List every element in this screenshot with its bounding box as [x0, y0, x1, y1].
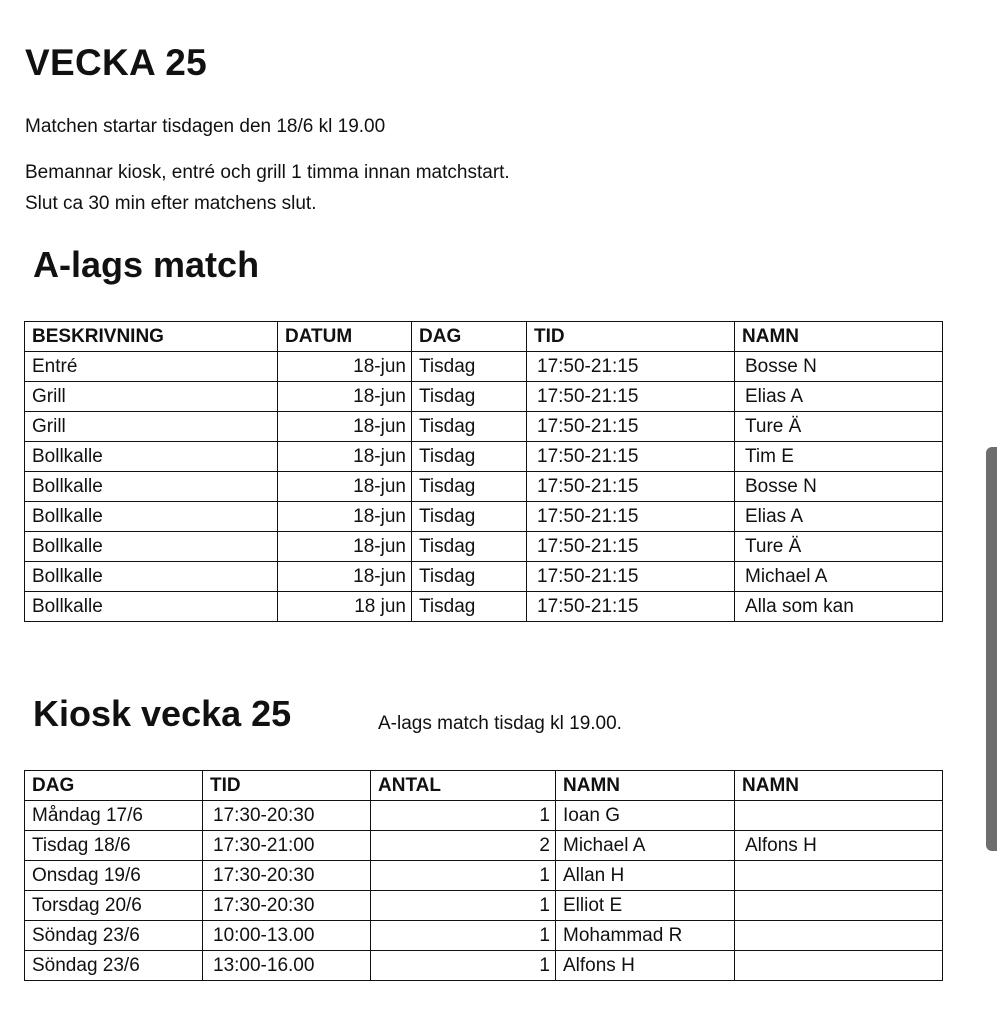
col-header-namn-2: NAMN [735, 771, 943, 801]
cell-namn-2 [735, 951, 943, 981]
cell-namn-2 [735, 891, 943, 921]
cell-namn: Bosse N [735, 352, 943, 382]
cell-dag: Tisdag [412, 382, 527, 412]
cell-namn: Tim E [735, 442, 943, 472]
cell-tid: 17:50-21:15 [527, 592, 735, 622]
cell-namn: Ioan G [556, 801, 735, 831]
cell-antal: 1 [371, 951, 556, 981]
cell-tid: 17:50-21:15 [527, 382, 735, 412]
table-row [25, 442, 943, 472]
cell-beskrivning: Bollkalle [25, 502, 278, 532]
cell-antal: 1 [371, 921, 556, 951]
table-row [25, 472, 943, 502]
cell-dag: Tisdag [412, 532, 527, 562]
table-header-row [25, 322, 943, 352]
cell-tid: 13:00-16.00 [203, 951, 371, 981]
table-row [25, 592, 943, 622]
cell-datum: 18-jun [278, 472, 412, 502]
cell-namn: Ture Ä [735, 532, 943, 562]
cell-namn: Bosse N [735, 472, 943, 502]
a-match-title: A-lags match [33, 244, 260, 285]
table-row [25, 502, 943, 532]
cell-dag: Söndag 23/6 [25, 921, 203, 951]
cell-tid: 17:30-21:00 [203, 831, 371, 861]
table-row [25, 562, 943, 592]
cell-namn: Michael A [735, 562, 943, 592]
table-row [25, 801, 943, 831]
cell-beskrivning: Bollkalle [25, 532, 278, 562]
staffing-info-line-2: Slut ca 30 min efter matchens slut. [25, 193, 317, 214]
cell-datum: 18-jun [278, 532, 412, 562]
cell-datum: 18-jun [278, 502, 412, 532]
cell-dag: Tisdag [412, 442, 527, 472]
cell-namn-2 [735, 921, 943, 951]
cell-tid: 17:50-21:15 [527, 502, 735, 532]
page-title: VECKA 25 [25, 42, 207, 83]
cell-tid: 17:50-21:15 [527, 472, 735, 502]
cell-tid: 17:30-20:30 [203, 801, 371, 831]
a-match-table [24, 321, 943, 622]
cell-datum: 18-jun [278, 352, 412, 382]
cell-namn: Allan H [556, 861, 735, 891]
cell-namn: Alfons H [556, 951, 735, 981]
cell-beskrivning: Grill [25, 412, 278, 442]
cell-tid: 17:30-20:30 [203, 861, 371, 891]
kiosk-note: A-lags match tisdag kl 19.00. [378, 713, 622, 734]
table-row [25, 382, 943, 412]
cell-dag: Tisdag [412, 412, 527, 442]
col-header-beskrivning: BESKRIVNING [25, 322, 278, 352]
table-row [25, 951, 943, 981]
cell-namn: Elias A [735, 502, 943, 532]
table-row [25, 891, 943, 921]
table-row [25, 921, 943, 951]
kiosk-title: Kiosk vecka 25 [33, 693, 292, 734]
cell-namn-2 [735, 801, 943, 831]
col-header-dag: DAG [412, 322, 527, 352]
col-header-dag: DAG [25, 771, 203, 801]
cell-namn: Elliot E [556, 891, 735, 921]
cell-datum: 18 jun [278, 592, 412, 622]
col-header-tid: TID [527, 322, 735, 352]
cell-datum: 18-jun [278, 412, 412, 442]
table-row [25, 861, 943, 891]
table-row [25, 831, 943, 861]
cell-antal: 1 [371, 891, 556, 921]
cell-namn: Elias A [735, 382, 943, 412]
cell-dag: Söndag 23/6 [25, 951, 203, 981]
cell-tid: 17:50-21:15 [527, 562, 735, 592]
cell-namn-2: Alfons H [735, 831, 943, 861]
cell-beskrivning: Bollkalle [25, 442, 278, 472]
cell-antal: 2 [371, 831, 556, 861]
table-header-row [25, 771, 943, 801]
cell-antal: 1 [371, 861, 556, 891]
table-row [25, 412, 943, 442]
table-row [25, 352, 943, 382]
table-row [25, 532, 943, 562]
cell-tid: 17:50-21:15 [527, 412, 735, 442]
cell-datum: 18-jun [278, 382, 412, 412]
cell-beskrivning: Bollkalle [25, 562, 278, 592]
cell-tid: 10:00-13.00 [203, 921, 371, 951]
col-header-datum: DATUM [278, 322, 412, 352]
cell-dag: Tisdag [412, 352, 527, 382]
cell-namn: Mohammad R [556, 921, 735, 951]
col-header-namn: NAMN [556, 771, 735, 801]
cell-beskrivning: Grill [25, 382, 278, 412]
col-header-namn: NAMN [735, 322, 943, 352]
cell-beskrivning: Entré [25, 352, 278, 382]
cell-tid: 17:50-21:15 [527, 532, 735, 562]
cell-dag: Torsdag 20/6 [25, 891, 203, 921]
cell-dag: Tisdag [412, 502, 527, 532]
cell-datum: 18-jun [278, 442, 412, 472]
cell-namn: Michael A [556, 831, 735, 861]
cell-dag: Onsdag 19/6 [25, 861, 203, 891]
cell-datum: 18-jun [278, 562, 412, 592]
cell-antal: 1 [371, 801, 556, 831]
cell-dag: Måndag 17/6 [25, 801, 203, 831]
col-header-tid: TID [203, 771, 371, 801]
cell-dag: Tisdag [412, 562, 527, 592]
cell-dag: Tisdag [412, 592, 527, 622]
cell-namn-2 [735, 861, 943, 891]
col-header-antal: ANTAL [371, 771, 556, 801]
cell-beskrivning: Bollkalle [25, 592, 278, 622]
cell-namn: Ture Ä [735, 412, 943, 442]
cell-beskrivning: Bollkalle [25, 472, 278, 502]
match-start-info: Matchen startar tisdagen den 18/6 kl 19.00 [25, 116, 386, 137]
staffing-info-line-1: Bemannar kiosk, entré och grill 1 timma innan matchstart. [25, 162, 510, 183]
scrollbar-thumb[interactable] [986, 447, 997, 851]
cell-tid: 17:30-20:30 [203, 891, 371, 921]
cell-dag: Tisdag [412, 472, 527, 502]
cell-dag: Tisdag 18/6 [25, 831, 203, 861]
cell-namn: Alla som kan [735, 592, 943, 622]
cell-tid: 17:50-21:15 [527, 352, 735, 382]
kiosk-table [24, 770, 943, 981]
cell-tid: 17:50-21:15 [527, 442, 735, 472]
